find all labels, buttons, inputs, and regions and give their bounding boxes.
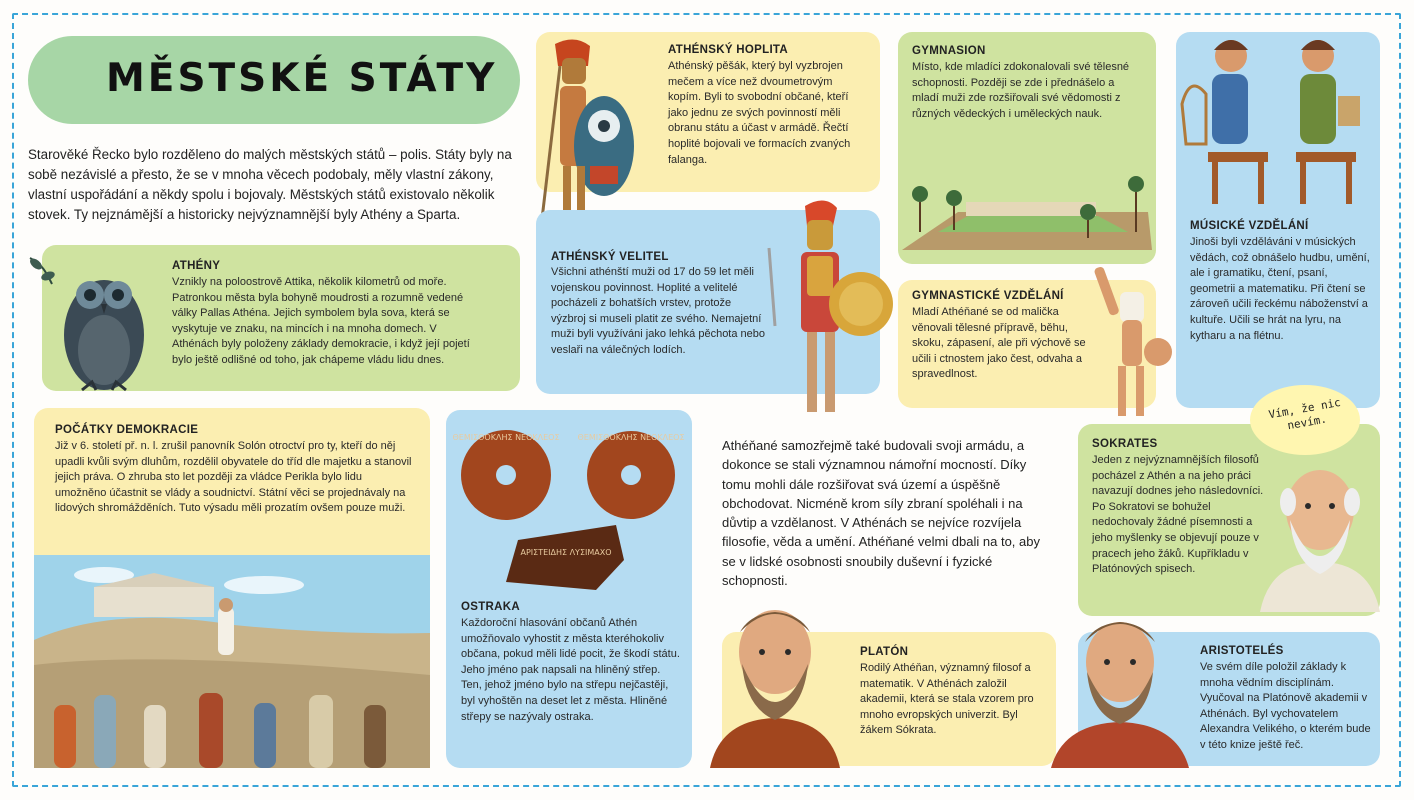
hoplite-heading: ATHÉNSKÝ HOPLITA bbox=[668, 44, 789, 56]
ostraka-shards-illustration bbox=[446, 410, 692, 600]
commander-heading: ATHÉNSKÝ VELITEL bbox=[551, 251, 669, 263]
aristoteles-heading: ARISTOTELÉS bbox=[1200, 645, 1284, 657]
platon-heading: PLATÓN bbox=[860, 646, 909, 658]
sokrates-text: Jeden z nejvýznamnějších filosofů pocházel z Athén a na jeho práci navazují dodnes jeho následovníci. Po Sokratovi se bohužel nedochovaly žádné písemnosti a jeho myšlenky se objevují pouze v pracech jeho žáků. Kupříkladu v Platónových spisech. bbox=[1092, 454, 1264, 576]
handstand-youth-illustration bbox=[1090, 262, 1180, 432]
ostraka-text: Každoroční hlasování občanů Athén umožňovalo vyhostit z města kteréhokoliv občana, pokud měli lidé pocit, že škodí státu. Jeho jméno pak napsali na hliněný střep. Ten, jehož jméno bylo na střepu nejčastěji, byl vyhoštěn na deset let z města. Hliněné střepy se nazývaly ostraka. bbox=[461, 617, 680, 723]
democracy-heading: POČÁTKY DEMOKRACIE bbox=[55, 424, 199, 436]
platon-portrait bbox=[700, 600, 850, 768]
ostrakon-inscription-1: ΘΕΜΙΣΘΟΚΛΗΣ ΝΕΟΚΛΕΟΣ bbox=[452, 433, 560, 442]
sokrates-heading: SOKRATES bbox=[1092, 438, 1158, 450]
music-education-heading: MÚSICKÉ VZDĚLÁNÍ bbox=[1190, 220, 1309, 232]
commander-text: Všichni athénští muži od 17 do 59 let měli vojenskou povinnost. Hoplité a velitelé pocházeli z bohatších vrstev, protože výzbroj si museli platit ze svého. Nemajetní muži byli využíváni jako lehká pěchota nebo veslaři na válečných lodích. bbox=[551, 266, 766, 356]
speech-bubble-text: Vím, že nic nevím. bbox=[1267, 395, 1342, 433]
aristoteles-portrait bbox=[1045, 612, 1195, 768]
aristoteles-text: Ve svém díle položil základy k mnoha vědním disciplínám. Vyučoval na Platónově akademii v Athénách. Byl vychovatelem Alexandra Velikého, o kterém bude v této knize ještě řeč. bbox=[1200, 661, 1371, 751]
gymnasion-building-illustration bbox=[898, 172, 1156, 262]
gymnasion-text: Místo, kde mladíci zdokonalovali své tělesné schopnosti. Později se zde i přednášelo a mladí muži zde rozšiřovali své vědomosti z různých vědeckých i uměleckých nauk. bbox=[912, 61, 1130, 120]
athens-heading: ATHÉNY bbox=[172, 260, 221, 272]
owl-illustration bbox=[22, 250, 162, 400]
sokrates-portrait bbox=[1250, 462, 1390, 612]
music-students-illustration bbox=[1176, 34, 1380, 214]
hoplite-text: Athénský pěšák, který byl vyzbrojen mečem a více než dvoumetrovým kopím. Byli to svobodní občané, kteří jako jednu ze svých povinností měli obranu státu a účast v armádě. Řečtí hoplité bojovali ve formacích zvaných falanga. bbox=[668, 60, 851, 166]
ostrakon-inscription-3: ΑΡΙΣΤΕΙΔΗΣ ΛΥΣΙΜΑΧΟ bbox=[520, 548, 612, 557]
commander-illustration bbox=[765, 196, 895, 421]
platon-text: Rodilý Athéňan, významný filosof a matematik. V Athénách založil akademii, která se stala vzorem pro mnoho evropských univerzit. Byl žákem Sókrata. bbox=[860, 662, 1034, 737]
gym-education-heading: GYMNASTICKÉ VZDĚLÁNÍ bbox=[912, 290, 1064, 302]
athens-text: Vznikly na poloostrově Attika, několik kilometrů od moře. Patronkou města byla bohyně moudrosti a rozumně vedené války Pallas Athéna. Jejich symbolem byla sova, která se vyskytuje ve znaku, na mincích i na mnoha domech. V Athénách byly položeny základy demokracie, i když její pojetí bylo ještě odlišné od toho, jak chápeme vládu lidu dnes. bbox=[172, 276, 470, 366]
page-title: MĚSTSKÉ STÁTY bbox=[106, 56, 498, 101]
ostraka-heading: OSTRAKA bbox=[461, 601, 520, 613]
music-education-text: Jinoši byli vzděláváni v músických vědách, což obnášelo hudbu, umění, ale i gramatiku, čtení, psaní, geometrii a matematiku. Při čtení se zároveň učili řeckému náboženství a kultuře. Učili se hrát na lyru, na kytharu a na flétnu. bbox=[1190, 236, 1370, 342]
acropolis-scene-illustration bbox=[34, 555, 430, 768]
gym-education-text: Mladí Athéňané se od malička věnovali tělesné přípravě, běhu, skoku, zápasení, ale při výchově se učili i ctnostem jako čest, odvaha a spravedlnost. bbox=[912, 306, 1086, 381]
ostrakon-inscription-2: ΘΕΜΙΣΘΟΚΛΗΣ ΝΕΟΚΛΕΟΣ bbox=[577, 433, 685, 442]
democracy-text: Již v 6. století př. n. l. zrušil panovník Solón otroctví pro ty, kteří do něj upadli kvůli svým dluhům, rozdělil obyvatele do tříd dle majetku a stanovil jejich práva. O zhruba sto let později za vládce Perikla bylo lidu umožněno účastnit se vlády a soudnictví. Státní věci se projednávaly na lidových shromážděních. Tuto výsadu měli prozatím ovšem pouze muži. bbox=[55, 440, 412, 515]
intro-paragraph: Starověké Řecko bylo rozděleno do malých městských států – polis. Státy byly na sobě nezávislé a přesto, že se v mnoha věcech podobaly, měly vlastní zákony, vlastní uspořádání a někdy spolu i bojovaly. Městských států existovalo několik stovek. Ty nejznámější a historicky nejvýznamnější byly Athény a Sparta. bbox=[28, 147, 512, 222]
athens-summary-paragraph: Athéňané samozřejmě také budovali svoji armádu, a dokonce se stali významnou námořní mocností. Díky tomu mohli dále rozšiřovat svá území a úspěšně obchodovat. Nicméně krom síly zbraní spoléhali i na důvtip a vzdělanost. V Athénách se nejvíce rozvíjela filosofie, věda a umění. Athéňané velmi dbali na to, aby se v lidské osobnosti snoubily duševní i fyzické schopnosti. bbox=[722, 438, 1040, 589]
gymnasion-heading: GYMNASION bbox=[912, 45, 986, 57]
